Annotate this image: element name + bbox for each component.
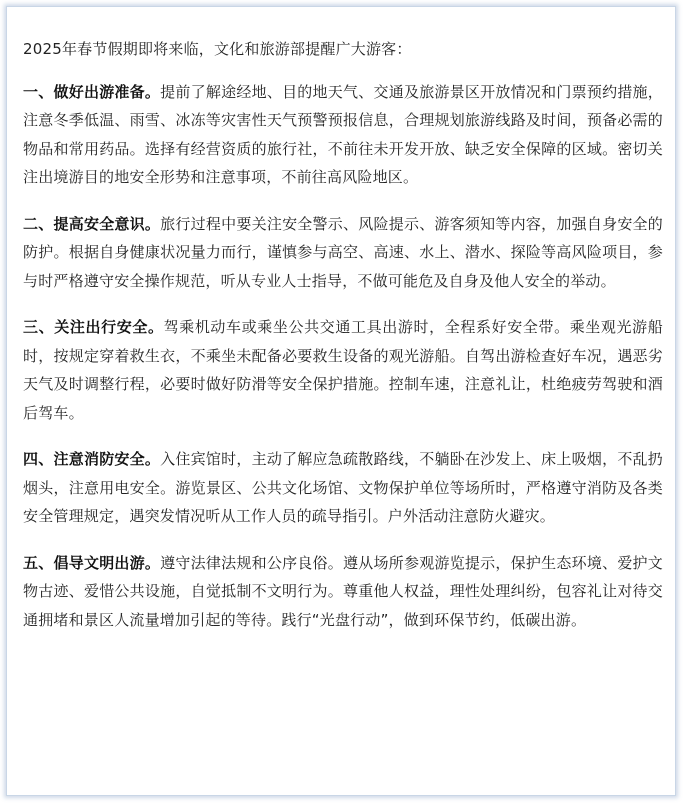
section-travel-safety — [23, 313, 663, 427]
notice-content — [23, 35, 663, 652]
section-fire-safety — [23, 445, 663, 531]
section-body: 提前了解途经地、目的地天气、交通及旅游景区开放情况和门票预约措施，注意冬季低温、雨雪、冰冻等灾害性天气预警预报信息，合理规划旅游线路及时间，预备必需的物品和常用药品。选择有经营资质的旅行社，不前往未开发开放、缺乏安全保障的区域。密切关注出境游目的地安全形势和注意事项，不前往高风险地区。 — [23, 82, 663, 186]
section-preparation — [23, 78, 663, 192]
notice-frame — [6, 6, 676, 796]
section-heading: 五、倡导文明出游。 — [23, 553, 161, 572]
section-body: 遵守法律法规和公序良俗。遵从场所参观游览提示，保护生态环境、爱护文物古迹、爱惜公共设施，自觉抵制不文明行为。尊重他人权益，理性处理纠纷，包容礼让对待交通拥堵和景区人流量增加引起的等待。践行“光盘行动”，做到环保节约，低碳出游。 — [23, 553, 663, 629]
section-body: 入住宾馆时，主动了解应急疏散路线，不躺卧在沙发上、床上吸烟，不乱扔烟头，注意用电安全。游览景区、公共文化场馆、文物保护单位等场所时，严格遵守消防及各类安全管理规定，遇突发情况听从工作人员的疏导指引。户外活动注意防火避灾。 — [23, 450, 663, 525]
section-heading: 四、注意消防安全。 — [23, 450, 161, 468]
section-heading: 三、关注出行安全。 — [23, 318, 164, 336]
section-body: 驾乘机动车或乘坐公共交通工具出游时，全程系好安全带。乘坐观光游船时，按规定穿着救生衣，不乘坐未配备必要救生设备的观光游船。自驾出游检查好车况，遇恶劣天气及时调整行程，必要时做好防滑等安全保护措施。控制车速，注意礼让，杜绝疲劳驾驶和酒后驾车。 — [23, 318, 663, 422]
intro-text: 2025年春节假期即将来临，文化和旅游部提醒广大游客： — [23, 40, 412, 58]
section-heading: 一、做好出游准备。 — [23, 82, 161, 101]
section-heading: 二、提高安全意识。 — [23, 214, 161, 233]
section-body: 旅行过程中要关注安全警示、风险提示、游客须知等内容，加强自身安全的防护。根据自身健康状况量力而行，谨慎参与高空、高速、水上、潜水、探险等高风险项目，参与时严格遵守安全操作规范，听从专业人士指导，不做可能危及自身及他人安全的举动。 — [23, 214, 663, 290]
section-safety-awareness — [23, 210, 663, 296]
section-civilized-travel — [23, 549, 663, 635]
